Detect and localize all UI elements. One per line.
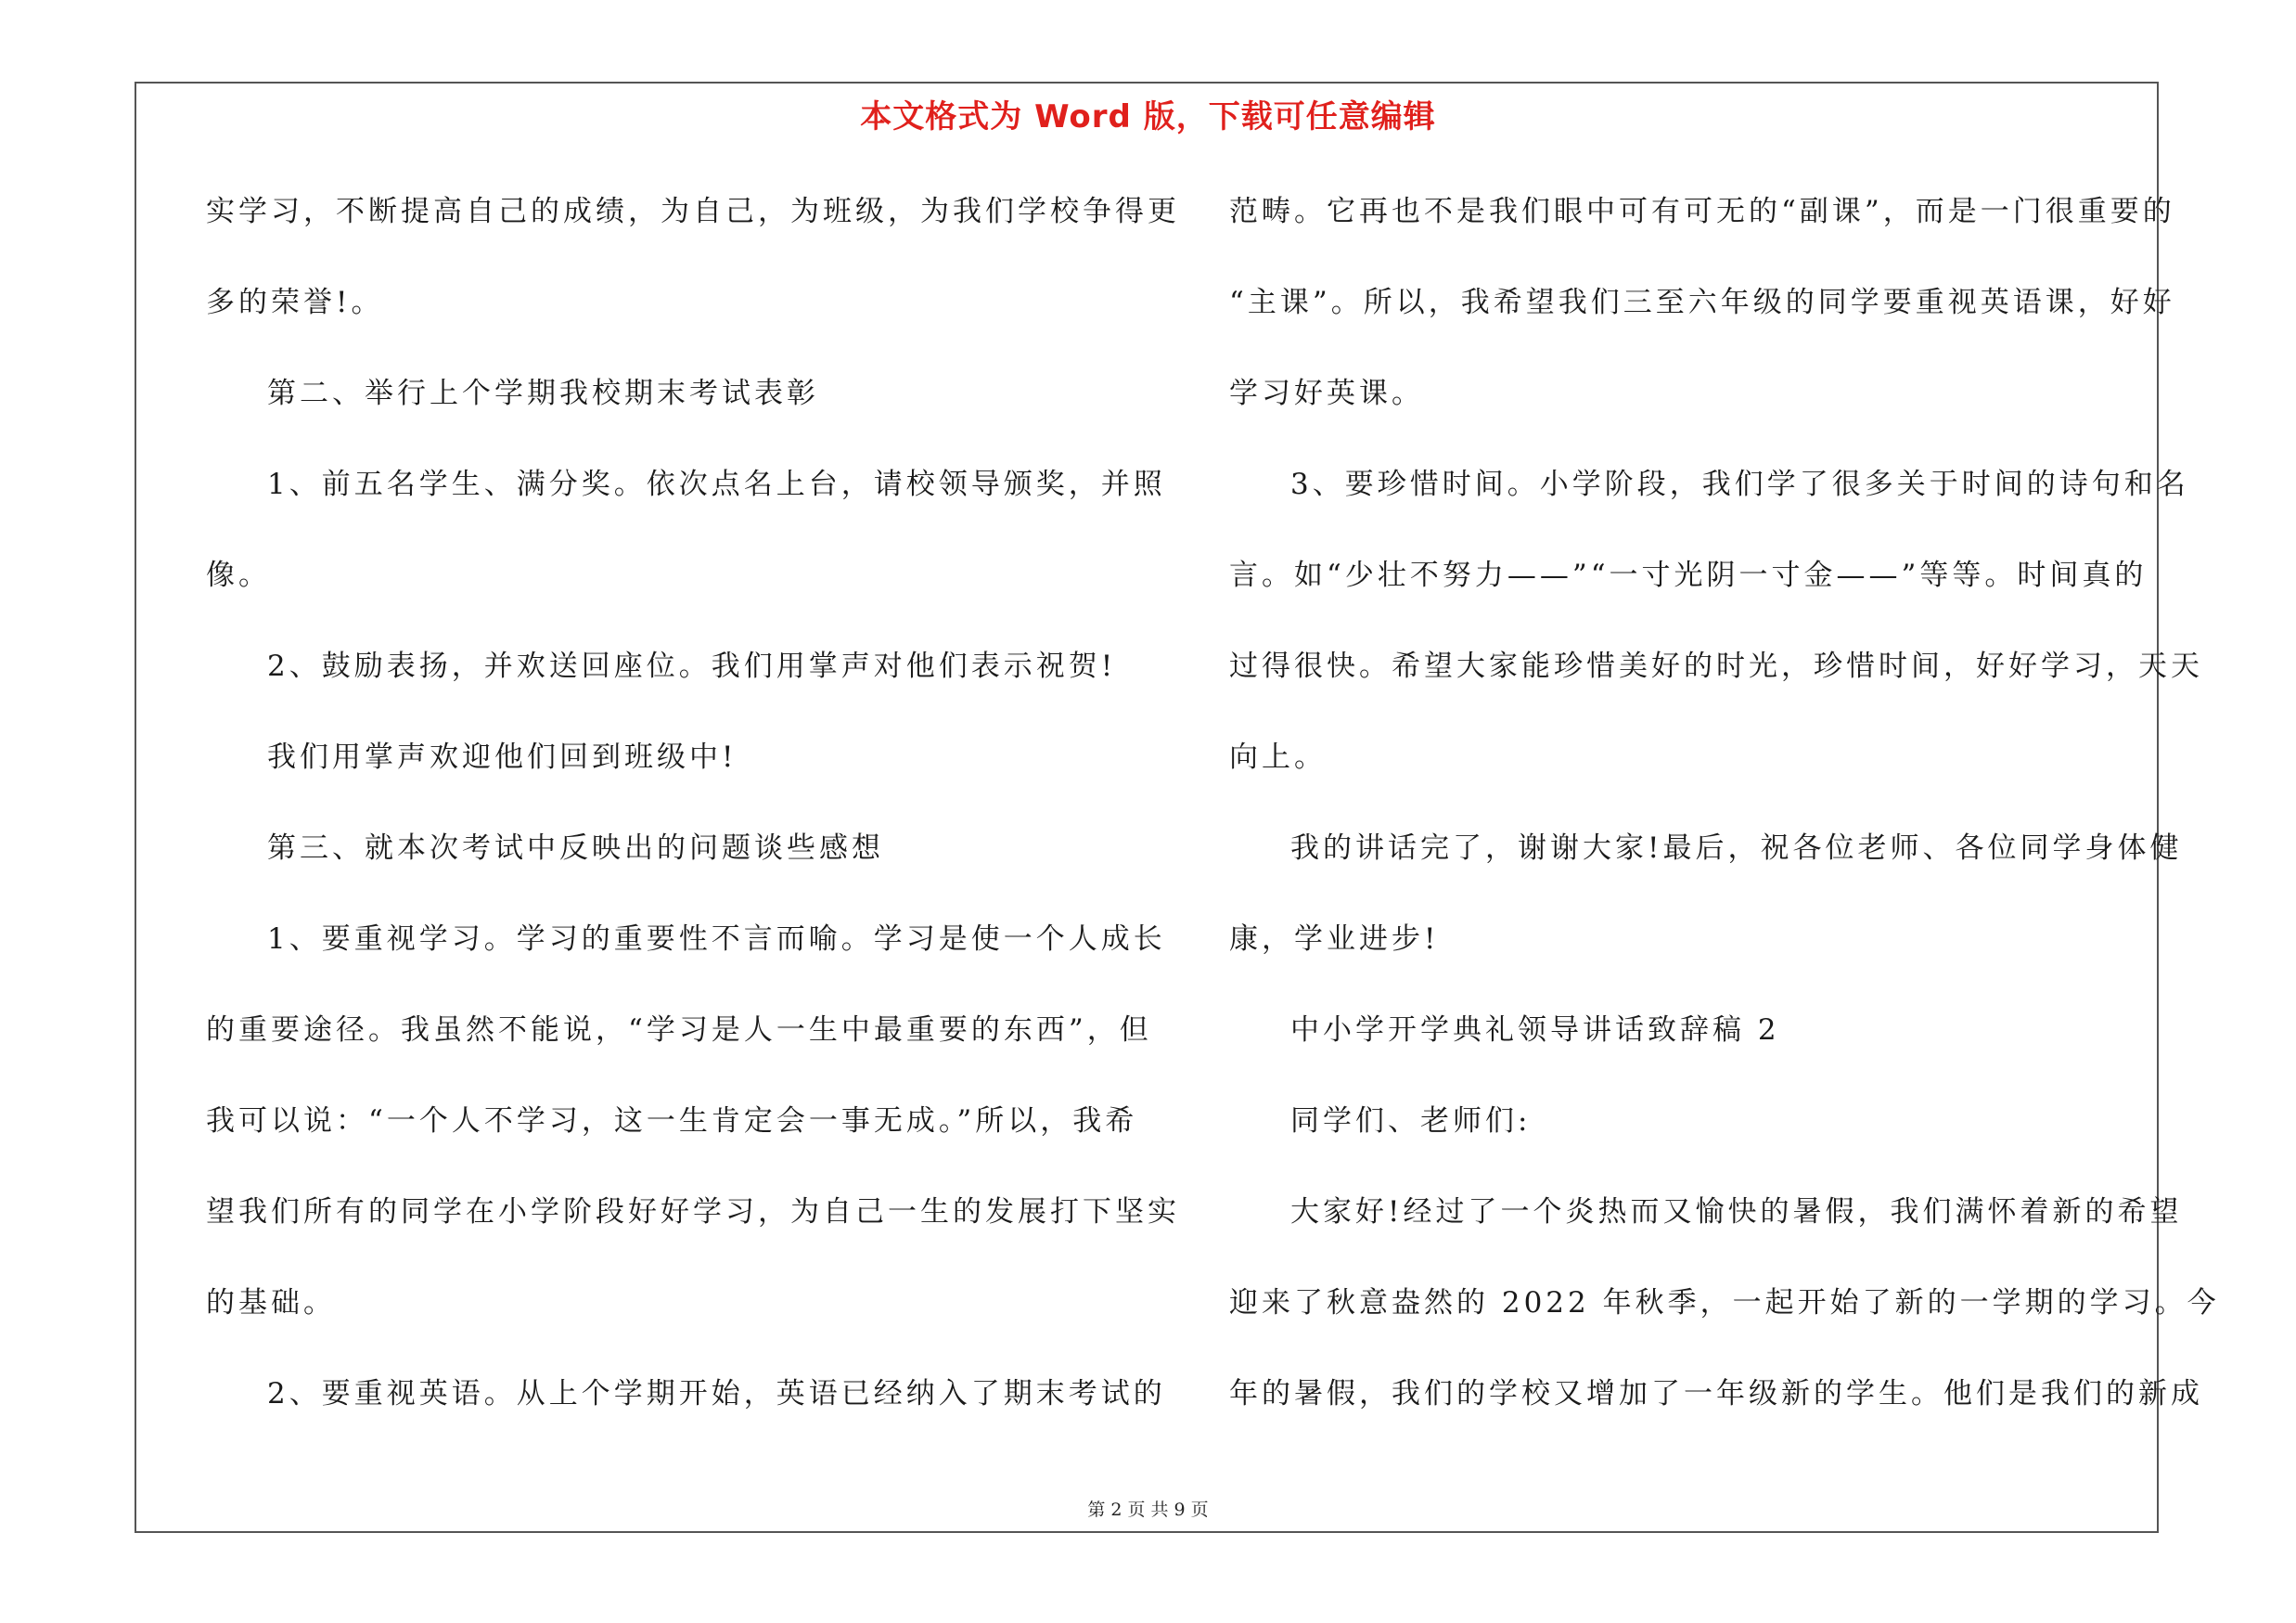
- text-line: 1、要重视学习。学习的重要性不言而喻。学习是使一个人成长: [267, 922, 1166, 956]
- text-line: 大家好!经过了一个炎热而又愉快的暑假，我们满怀着新的希望: [1290, 1195, 2183, 1229]
- text-line: 范畴。它再也不是我们眼中可有可无的“副课”，而是一门很重要的: [1229, 195, 2175, 228]
- text-line: 像。: [206, 559, 271, 592]
- text-line: 实学习，不断提高自己的成绩，为自己，为班级，为我们学校争得更: [206, 195, 1180, 228]
- text-line: 向上。: [1229, 741, 1327, 774]
- text-line: “主课”。所以，我希望我们三至六年级的同学要重视英语课，好好: [1229, 286, 2175, 319]
- text-line: 的重要途径。我虽然不能说，“学习是人一生中最重要的东西”，但: [206, 1013, 1152, 1047]
- header-banner: 本文格式为 Word 版，下载可任意编辑: [860, 98, 1436, 135]
- left-text-column: [206, 184, 1180, 1457]
- page-number-footer: 第 2 页 共 9 页: [1087, 1500, 1209, 1520]
- text-line: 第三、就本次考试中反映出的问题谈些感想: [267, 831, 884, 865]
- text-line: 学习好英课。: [1229, 377, 1424, 410]
- text-line: 望我们所有的同学在小学阶段好好学习，为自己一生的发展打下坚实: [206, 1195, 1180, 1229]
- text-line: 过得很快。希望大家能珍惜美好的时光，珍惜时间，好好学习，天天: [1229, 650, 2203, 683]
- text-line: 康，学业进步!: [1229, 922, 1440, 956]
- text-line: 3、要珍惜时间。小学阶段，我们学了很多关于时间的诗句和名: [1290, 468, 2189, 501]
- text-line: 中小学开学典礼领导讲话致辞稿 2: [1290, 1013, 1780, 1047]
- right-text-column: [1229, 184, 2220, 1457]
- text-line: 的基础。: [206, 1286, 336, 1320]
- text-line: 第二、举行上个学期我校期末考试表彰: [267, 377, 819, 410]
- text-line: 年的暑假，我们的学校又增加了一年级新的学生。他们是我们的新成: [1229, 1377, 2203, 1410]
- text-line: 言。如“少壮不努力——”“一寸光阴一寸金——”等等。时间真的: [1229, 559, 2148, 592]
- text-line: 我的讲话完了，谢谢大家!最后，祝各位老师、各位同学身体健: [1290, 831, 2183, 865]
- text-line: 同学们、老师们:: [1290, 1104, 1532, 1138]
- text-line: 2、要重视英语。从上个学期开始，英语已经纳入了期末考试的: [267, 1377, 1166, 1410]
- text-line: 2、鼓励表扬，并欢送回座位。我们用掌声对他们表示祝贺!: [267, 650, 1117, 683]
- text-line: 我可以说：“一个人不学习，这一生肯定会一事无成。”所以，我希: [206, 1104, 1138, 1138]
- text-line: 迎来了秋意盎然的 2022 年秋季，一起开始了新的一学期的学习。今: [1229, 1286, 2220, 1320]
- text-line: 多的荣誉!。: [206, 286, 384, 319]
- text-line: 我们用掌声欢迎他们回到班级中!: [267, 741, 738, 774]
- text-line: 1、前五名学生、满分奖。依次点名上台，请校领导颁奖，并照: [267, 468, 1166, 501]
